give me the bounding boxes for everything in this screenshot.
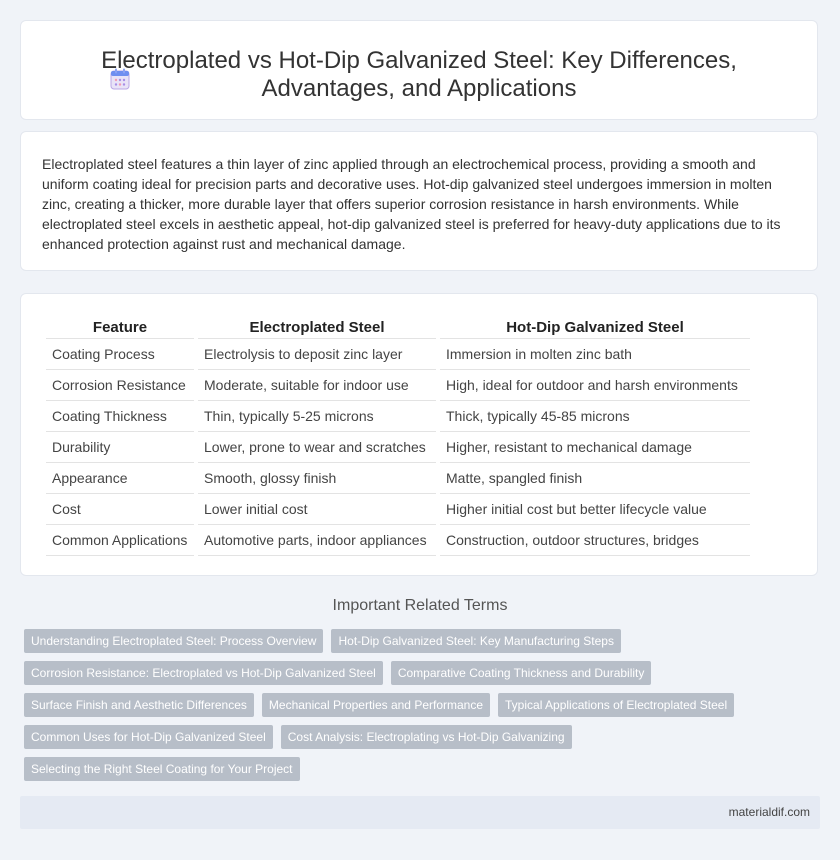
related-term-tag[interactable]: Typical Applications of Electroplated Steel xyxy=(498,693,734,717)
table-cell: Common Applications xyxy=(46,525,194,556)
table-cell: High, ideal for outdoor and harsh environments xyxy=(440,370,750,401)
table-cell: Matte, spangled finish xyxy=(440,463,750,494)
related-term-tag[interactable]: Understanding Electroplated Steel: Process Overview xyxy=(24,629,323,653)
intro-paragraph: Electroplated steel features a thin layer of zinc applied through an electrochemical process, providing a smooth and uniform coating ideal for precision parts and decorative uses. Hot-dip galvanized steel undergoes immersion in molten zinc, creating a thicker, more durable layer that offers superior corrosion resistance in harsh environments. While electroplated steel excels in aesthetic appeal, hot-dip galvanized steel is preferred for heavy-duty applications due to its enhanced protection against rust and mechanical damage. xyxy=(42,156,781,252)
related-term-tag[interactable]: Common Uses for Hot-Dip Galvanized Steel xyxy=(24,725,273,749)
related-term-tag[interactable]: Corrosion Resistance: Electroplated vs Hot-Dip Galvanized Steel xyxy=(24,661,383,685)
table-cell: Smooth, glossy finish xyxy=(198,463,436,494)
column-header: Electroplated Steel xyxy=(198,312,436,339)
comparison-table xyxy=(42,312,754,556)
table-cell: Cost xyxy=(46,494,194,525)
column-header: Hot-Dip Galvanized Steel xyxy=(440,312,750,339)
table-row xyxy=(46,339,750,370)
table-cell: Lower, prone to wear and scratches xyxy=(198,432,436,463)
table-cell: Corrosion Resistance xyxy=(46,370,194,401)
related-term-tag[interactable]: Selecting the Right Steel Coating for Your Project xyxy=(24,757,300,781)
table-cell: Automotive parts, indoor appliances xyxy=(198,525,436,556)
table-cell: Durability xyxy=(46,432,194,463)
table-cell: Thick, typically 45-85 microns xyxy=(440,401,750,432)
related-terms-list xyxy=(24,629,824,789)
table-cell: Coating Process xyxy=(46,339,194,370)
table-cell: Higher, resistant to mechanical damage xyxy=(440,432,750,463)
table-cell: Appearance xyxy=(46,463,194,494)
table-row xyxy=(46,525,750,556)
table-cell: Moderate, suitable for indoor use xyxy=(198,370,436,401)
related-term-tag[interactable]: Surface Finish and Aesthetic Differences xyxy=(24,693,254,717)
title-card xyxy=(20,20,818,120)
comparison-card xyxy=(20,293,818,576)
related-term-tag[interactable]: Mechanical Properties and Performance xyxy=(262,693,490,717)
related-term-tag[interactable]: Comparative Coating Thickness and Durability xyxy=(391,661,652,685)
table-cell: Electrolysis to deposit zinc layer xyxy=(198,339,436,370)
table-row xyxy=(46,370,750,401)
table-cell: Lower initial cost xyxy=(198,494,436,525)
related-term-tag[interactable]: Hot-Dip Galvanized Steel: Key Manufacturing Steps xyxy=(331,629,620,653)
site-name[interactable]: materialdif.com xyxy=(728,805,810,819)
table-row xyxy=(46,463,750,494)
table-row xyxy=(46,432,750,463)
related-terms-heading: Important Related Terms xyxy=(332,597,508,614)
related-term-tag[interactable]: Cost Analysis: Electroplating vs Hot-Dip Galvanizing xyxy=(281,725,572,749)
intro-card xyxy=(20,131,818,271)
table-cell: Construction, outdoor structures, bridges xyxy=(440,525,750,556)
table-cell: Thin, typically 5-25 microns xyxy=(198,401,436,432)
footer-bar xyxy=(20,796,820,829)
table-cell: Coating Thickness xyxy=(46,401,194,432)
table-cell: Immersion in molten zinc bath xyxy=(440,339,750,370)
table-header-row xyxy=(46,312,750,339)
table-row xyxy=(46,401,750,432)
page-title: Electroplated vs Hot-Dip Galvanized Steel: Key Differences, Advantages, and Applications xyxy=(101,47,737,102)
table-cell: Higher initial cost but better lifecycle value xyxy=(440,494,750,525)
table-row xyxy=(46,494,750,525)
column-header: Feature xyxy=(46,312,194,339)
